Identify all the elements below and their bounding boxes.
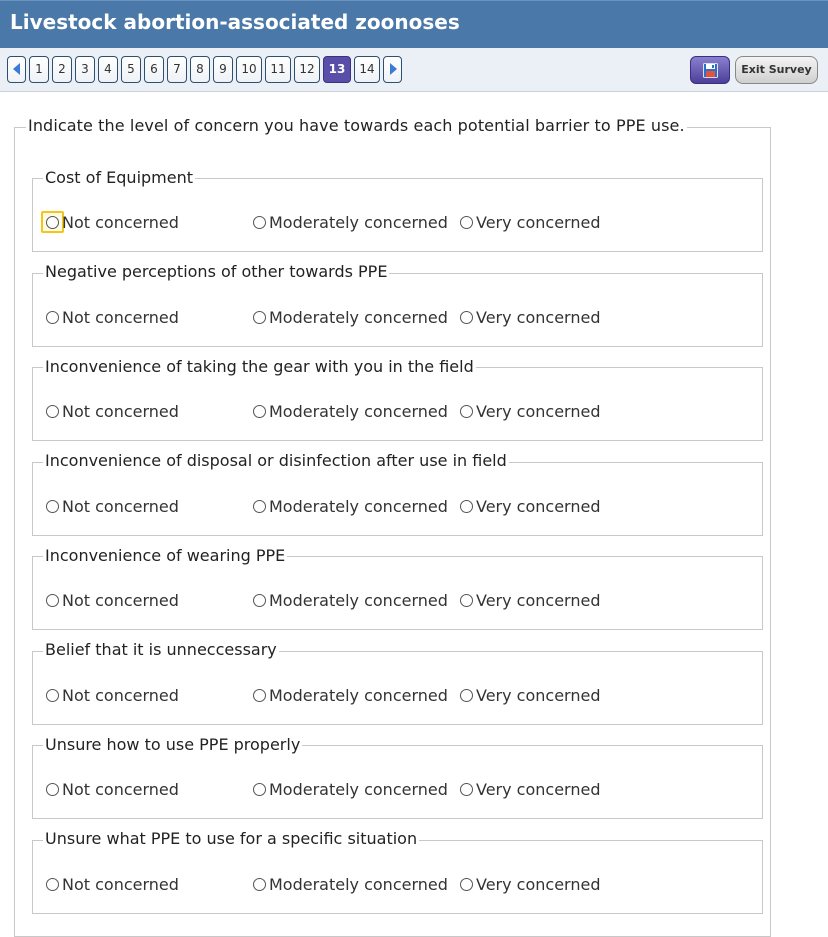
exit-survey-button[interactable]: Exit Survey [735,56,818,84]
radio-option-very-concerned[interactable] [460,591,600,610]
page-button-3[interactable]: 3 [75,56,95,83]
triangle-right-icon [389,63,397,75]
radio-icon [46,311,59,324]
option-label: Not concerned [62,213,179,232]
option-label: Not concerned [62,875,179,894]
radio-option-moderately-concerned[interactable] [253,875,448,894]
item-label: Unsure how to use PPE properly [45,735,301,754]
radio-icon [46,405,59,418]
radio-option-not-concerned[interactable] [46,875,179,894]
radio-option-very-concerned[interactable] [460,213,600,232]
item-label: Inconvenience of disposal or disinfection after use in field [45,451,507,470]
option-label: Moderately concerned [269,308,448,327]
radio-icon [460,878,473,891]
question-prompt: Indicate the level of concern you have towards each potential barrier to PPE use. [28,116,685,135]
page-button-14[interactable]: 14 [354,56,380,83]
option-label: Moderately concerned [269,686,448,705]
radio-icon [253,311,266,324]
radio-icon [460,783,473,796]
option-label: Very concerned [476,780,601,799]
page-button-11[interactable]: 11 [265,56,291,83]
radio-icon [253,405,266,418]
option-label: Very concerned [476,686,601,705]
radio-icon [46,689,59,702]
radio-option-very-concerned[interactable] [460,875,600,894]
radio-option-moderately-concerned[interactable] [253,497,448,516]
radio-option-not-concerned[interactable] [46,213,179,232]
option-label: Moderately concerned [269,213,448,232]
app-header [0,0,828,48]
item-label: Inconvenience of taking the gear with you in the field [45,357,474,376]
radio-option-moderately-concerned[interactable] [253,213,448,232]
radio-option-not-concerned[interactable] [46,686,179,705]
page-button-2[interactable]: 2 [52,56,72,83]
option-label: Not concerned [62,591,179,610]
radio-icon [253,594,266,607]
radio-option-very-concerned[interactable] [460,402,600,421]
option-label: Moderately concerned [269,780,448,799]
radio-icon [46,878,59,891]
page-button-8[interactable]: 8 [190,56,210,83]
option-label: Very concerned [476,213,601,232]
page-button-4[interactable]: 4 [98,56,118,83]
prev-page-button[interactable] [7,56,26,83]
page-button-12[interactable]: 12 [294,56,320,83]
option-label: Moderately concerned [269,875,448,894]
option-label: Very concerned [476,308,601,327]
page-button-10[interactable]: 10 [236,56,262,83]
option-label: Very concerned [476,402,601,421]
radio-icon [253,689,266,702]
radio-icon [46,783,59,796]
floppy-disk-icon [703,63,718,78]
page-button-13-current[interactable]: 13 [323,56,351,83]
item-label: Belief that it is unneccessary [45,640,277,659]
page-button-1[interactable]: 1 [29,56,49,83]
radio-icon [253,216,266,229]
item-label: Inconvenience of wearing PPE [45,546,286,565]
option-label: Moderately concerned [269,402,448,421]
radio-icon [253,783,266,796]
radio-icon [460,689,473,702]
radio-option-moderately-concerned[interactable] [253,402,448,421]
radio-icon [460,500,473,513]
option-label: Very concerned [476,497,601,516]
item-label: Negative perceptions of other towards PPE [45,262,388,281]
option-label: Very concerned [476,875,601,894]
option-label: Not concerned [62,402,179,421]
option-label: Not concerned [62,308,179,327]
radio-icon [46,594,59,607]
radio-option-very-concerned[interactable] [460,780,600,799]
radio-icon [46,500,59,513]
radio-option-moderately-concerned[interactable] [253,780,448,799]
radio-option-moderately-concerned[interactable] [253,686,448,705]
radio-option-moderately-concerned[interactable] [253,308,448,327]
page-button-5[interactable]: 5 [121,56,141,83]
page-button-6[interactable]: 6 [144,56,164,83]
radio-icon [460,405,473,418]
radio-icon [253,878,266,891]
radio-option-not-concerned[interactable] [46,402,179,421]
page-button-9[interactable]: 9 [213,56,233,83]
radio-option-not-concerned[interactable] [46,780,179,799]
page-button-7[interactable]: 7 [167,56,187,83]
radio-icon [253,500,266,513]
radio-icon [460,311,473,324]
radio-option-very-concerned[interactable] [460,497,600,516]
radio-option-moderately-concerned[interactable] [253,591,448,610]
option-label: Moderately concerned [269,497,448,516]
radio-icon [46,216,59,229]
triangle-left-icon [13,63,21,75]
radio-option-not-concerned[interactable] [46,591,179,610]
option-label: Very concerned [476,591,601,610]
option-label: Not concerned [62,780,179,799]
radio-option-not-concerned[interactable] [46,308,179,327]
pager-toolbar [0,48,828,92]
radio-option-very-concerned[interactable] [460,686,600,705]
survey-title: Livestock abortion-associated zoonoses [10,10,460,34]
save-button[interactable] [690,56,730,84]
option-label: Not concerned [62,497,179,516]
item-label: Cost of Equipment [45,168,194,187]
radio-icon [460,594,473,607]
radio-option-very-concerned[interactable] [460,308,600,327]
option-label: Not concerned [62,686,179,705]
next-page-button[interactable] [383,56,402,83]
option-label: Moderately concerned [269,591,448,610]
radio-icon [460,216,473,229]
radio-option-not-concerned[interactable] [46,497,179,516]
item-label: Unsure what PPE to use for a specific situation [45,829,418,848]
